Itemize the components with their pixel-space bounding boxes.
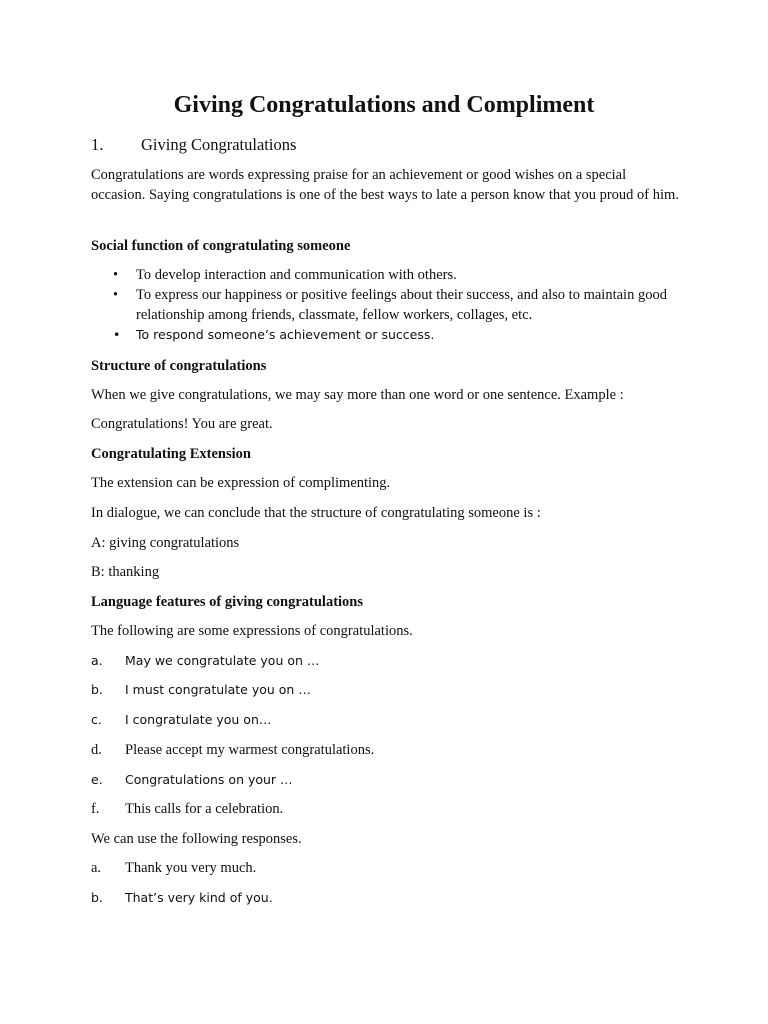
expression-item	[91, 651, 319, 671]
bullet-icon: •	[113, 287, 119, 303]
list-item-text: To respond someone’s achievement or success.	[136, 327, 435, 342]
extension-text-2: In dialogue, we can conclude that the structure of congratulating someone is :	[91, 505, 541, 521]
intro-paragraph: Congratulations are words expressing praise for an achievement or good wishes on a special occasion. Saying congratulations is one of the best ways to late a person know that you proud of him.	[91, 167, 679, 203]
extension-a: A: giving congratulations	[91, 535, 240, 551]
list-item	[91, 265, 681, 285]
list-item	[91, 285, 681, 325]
response-label: b.	[91, 890, 103, 905]
expression-item	[91, 680, 311, 700]
response-text: That’s very kind of you.	[125, 890, 273, 905]
response-item	[91, 858, 256, 878]
structure-example: Congratulations! You are great.	[91, 416, 273, 432]
expression-text: Please accept my warmest congratulations.	[125, 742, 375, 758]
section-title: Giving Congratulations	[141, 135, 297, 154]
list-item-text: To express our happiness or positive feelings about their success, and also to maintain good relationship among friends, classmate, fellow workers, collages, etc.	[136, 287, 667, 323]
language-features-heading: Language features of giving congratulations	[91, 594, 364, 610]
page-title: Giving Congratulations and Compliment	[173, 92, 595, 118]
expression-label: b.	[91, 682, 103, 697]
responses-intro: We can use the following responses.	[91, 831, 302, 847]
response-item	[91, 888, 273, 908]
section-number: 1.	[91, 135, 104, 154]
social-function-list	[91, 265, 681, 345]
expression-item	[91, 710, 271, 730]
expression-text: This calls for a celebration.	[125, 801, 284, 817]
section-heading	[91, 135, 296, 155]
extension-heading: Congratulating Extension	[91, 446, 251, 462]
response-text: Thank you very much.	[125, 860, 257, 876]
list-item	[91, 325, 681, 345]
expression-item	[91, 770, 293, 790]
expression-label: c.	[91, 712, 102, 727]
extension-text-1: The extension can be expression of complimenting.	[91, 475, 391, 491]
expression-label: e.	[91, 772, 103, 787]
expression-text: May we congratulate you on …	[125, 653, 320, 668]
expression-item	[91, 799, 283, 819]
expression-text: I congratulate you on…	[125, 712, 272, 727]
expression-label: d.	[91, 742, 102, 758]
structure-text: When we give congratulations, we may say more than one word or one sentence. Example :	[91, 387, 624, 403]
response-label: a.	[91, 860, 102, 876]
bullet-icon: •	[113, 267, 119, 283]
expression-text: Congratulations on your …	[125, 772, 293, 787]
structure-heading: Structure of congratulations	[91, 358, 267, 374]
language-features-intro: The following are some expressions of congratulations.	[91, 623, 413, 639]
expression-text: I must congratulate you on …	[125, 682, 311, 697]
expression-item	[91, 740, 374, 760]
list-item-text: To develop interaction and communication with others.	[136, 267, 457, 283]
extension-b: B: thanking	[91, 564, 160, 580]
bullet-icon: •	[113, 327, 121, 342]
expression-label: a.	[91, 653, 103, 668]
social-function-heading: Social function of congratulating someone	[91, 238, 351, 254]
expression-label: f.	[91, 801, 100, 817]
